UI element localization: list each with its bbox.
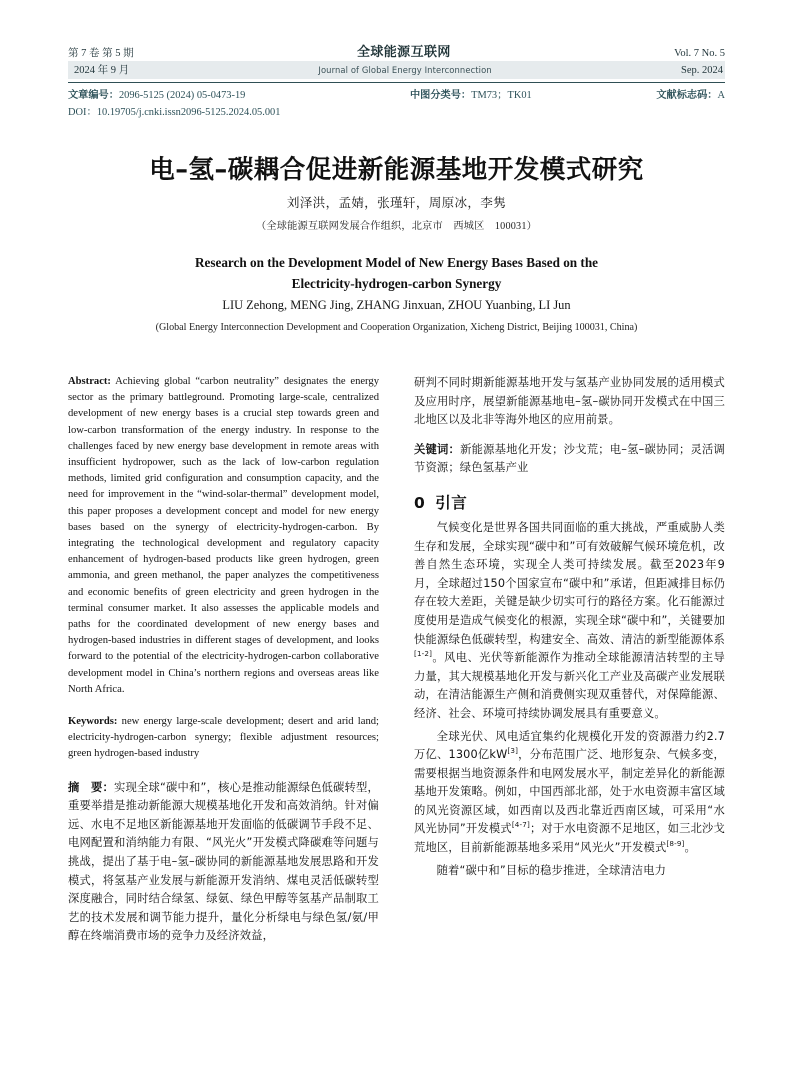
section-number: 0	[414, 493, 426, 512]
article-number-label: 文章编号：	[68, 90, 119, 101]
paper-title-en-line2: Electricity-hydrogen-carbon Synergy	[291, 276, 502, 291]
citation-ref-8-9[interactable]: [8-9]	[666, 839, 685, 849]
keywords-en-label: Keywords:	[68, 716, 118, 728]
authors-en: LIU Zehong, MENG Jing, ZHANG Jinxuan, ZHOU Yuanbing, LI Jun	[222, 298, 571, 312]
document-code	[656, 88, 725, 104]
citation-ref-4-7[interactable]: [4-7]	[511, 820, 530, 830]
masthead-row-bottom	[68, 61, 725, 79]
abstract-cn-body: 实现全球“碳中和”，核心是推动能源绿色低碳转型，重要举措是推动新能源大规模基地化开发和高效消纳。针对偏远、水电不足地区新能源基地开发面临的低碳调节手段不足、电网配置和消纳能力有限、“风光火”开发模式降碳难等问题与挑战，提出了基于电–氢–碳协同的新能源基地发展思路和开发模式，将氢基产业发展与新能源开发消纳、煤电灵活低碳转型深度融合，同时结合绿氢、绿氨、绿色甲醇等氢基产品制取工艺的技术发展和调节能力提升，量化分析绿电与绿色氢/氨/甲醇在终端消费市场的竞争力及经济效益，	[68, 780, 379, 943]
keywords-en-body: new energy large-scale development; desert and arid land; electricity-hydrogen-carbon synergy; flexible adjustment resources; green hydrogen-based industry	[68, 716, 379, 760]
paper-title-en-line1: Research on the Development Model of New Energy Bases Based on the	[194, 255, 599, 270]
body-columns	[68, 374, 725, 1064]
section0-p2-seg1: 全球光伏、风电适宜集约化规模化开发的资源潜力约2.7万亿、1300亿kW	[414, 729, 725, 762]
section0-paragraph-3: 随着“碳中和”目标的稳步推进，全球清洁电力	[436, 863, 667, 877]
clc-number-value: TM73；TK01	[471, 90, 532, 101]
document-code-value: A	[717, 90, 725, 101]
keywords-cn	[414, 441, 725, 478]
journal-title-en: Journal of Global Energy Interconnection	[318, 65, 492, 75]
masthead-divider	[68, 82, 725, 83]
section0-p2-seg2: ，分布范围广泛、地形复杂、气候多变，需要根据当地资源条件和电网发展水平，制定差异化的新能源基地开发策略。例如，中国西部北部，处于水电资源丰富区域的风光资源区域，如西南以及西北靠近西南区域，可采用“水风光协同”开发模式	[414, 748, 725, 836]
abstract-en-body: Achieving global “carbon neutrality” designates the energy sector as the primary battleground. Promoting large-scale, centralized development of new energy bases is a crucial step towards green and low-carbon transformation of the energy industry. In response to the challenges faced by new energy base development in remote areas with insufficient hydropower, such as the lack of low-carbon regulation methods, limited grid configuration and consumption capacity, and the need for improvement in the “wind-solar-thermal” development model, this paper proposes a development concept and model for new energy bases based on the synergy of electricity-hydrogen-carbon. By integrating the technological development and regulatory capacity enhancement of hydrogen-based products like green hydrogen, green ammonia, and green methanol, the paper analyzes the competitiveness and economic benefits of green electricity and green hydrogen in the terminal consumer market. It also assesses the applicable models and paths for the coordinated development of new energy bases and hydrogen-based industries in different stages of development, and looks forward to the potential of the electricity-hydrogen-carbon collaborative development model in China’s northern regions and overseas areas like North Africa.	[68, 376, 379, 695]
column-left	[68, 374, 379, 1064]
section0-p2-seg3: ；对于水电资源不足地区，如三北沙戈荒地区，目前新能源基地多采用“风光火”开发模式	[414, 822, 725, 855]
identifier-block	[68, 88, 725, 120]
keywords-cn-body: 新能源基地化开发；沙戈荒；电–氢–碳协同；灵活调节资源；绿色氢基产业	[414, 442, 725, 475]
doi-value[interactable]: 10.19705/j.cnki.issn2096-5125.2024.05.001	[96, 106, 281, 118]
paper-title-en	[128, 252, 665, 294]
section-heading-0	[414, 491, 725, 513]
document-code-label: 文献标志码：	[656, 90, 718, 101]
section0-paragraph-2	[414, 728, 725, 858]
affiliation-cn: （全球能源互联网发展合作组织，北京市 西城区 100031）	[255, 221, 538, 232]
masthead	[68, 44, 725, 79]
citation-ref-3[interactable]: [3]	[507, 746, 519, 756]
citation-ref-1[interactable]: [1-2]	[414, 649, 433, 659]
section-title: 引言	[435, 493, 468, 512]
column-right	[414, 374, 725, 1064]
masthead-row-top	[68, 44, 725, 61]
spacer-2	[68, 772, 379, 779]
authors-cn: 刘泽洪，孟婧，张瑾轩，周原冰，李隽	[286, 195, 507, 210]
abstract-cn-continued: 研判不同时期新能源基地开发与氢基产业协同发展的适用模式及应用时序，展望新能源基地电–氢–碳协同开发模式在中国三北地区以及北非等海外地区的应用前景。	[414, 376, 725, 427]
abstract-cn-label: 摘 要：	[68, 780, 114, 794]
clc-number-label: 中图分类号：	[409, 90, 472, 101]
article-number-value: 2096-5125 (2024) 05-0473-19	[118, 90, 246, 101]
abstract-en-label: Abstract:	[68, 376, 111, 387]
masthead-volume-issue-cn: 第 7 卷 第 5 期	[68, 48, 134, 59]
article-number	[68, 88, 245, 104]
keywords-cn-label: 关键词：	[414, 442, 461, 456]
keywords-en	[68, 714, 379, 763]
section0-p2-seg4: 。	[684, 841, 696, 855]
section0-p1-text-before: 气候变化是世界各国共同面临的重大挑战，严重威胁人类生存和发展，全球实现“碳中和”可有效破解气候环境危机，改善自然生态环境，实现全人类可持续发展。截至2023年9月，全球超过150个国家宣布“碳中和”承诺，但距减排目标仍存在较大差距，关键是缺少切实可行的路径方案。化石能源过度使用是造成气候变化的根源，实现全球“碳中和”，关键要加快能源绿色低碳转型，构建安全、高效、清洁的新型能源体系	[414, 520, 725, 646]
masthead-volume-issue-en: Vol. 7 No. 5	[674, 48, 725, 59]
affiliation-en: (Global Energy Interconnection Development and Cooperation Organization, Xicheng District, Beijing 100031, China)	[155, 322, 638, 333]
abstract-cn	[68, 779, 379, 946]
doi-row	[68, 105, 725, 121]
abstract-en	[68, 374, 379, 698]
paper-title-cn: 电–氢–碳耦合促进新能源基地开发模式研究	[149, 155, 644, 185]
section0-p1-text-after: 。风电、光伏等新能源作为推动全球能源清洁转型的主导力量，其大规模基地化开发与新兴化工产业及高碳产业发展联动，在清洁能源生产侧和消费侧实现双重替代，对保障能源、经济、社会、环境可持续协调发展具有重要意义。	[414, 651, 725, 720]
masthead-date-cn: 2024 年 9 月	[74, 65, 130, 76]
spacer-3	[414, 434, 725, 441]
masthead-date-en: Sep. 2024	[681, 65, 723, 76]
identifier-row-primary	[68, 88, 725, 104]
spacer	[68, 707, 379, 714]
section0-paragraph-1	[414, 519, 725, 724]
clc-number	[410, 88, 532, 104]
journal-title-cn: 全球能源互联网	[356, 45, 451, 60]
doi-label: DOI：	[68, 106, 97, 118]
